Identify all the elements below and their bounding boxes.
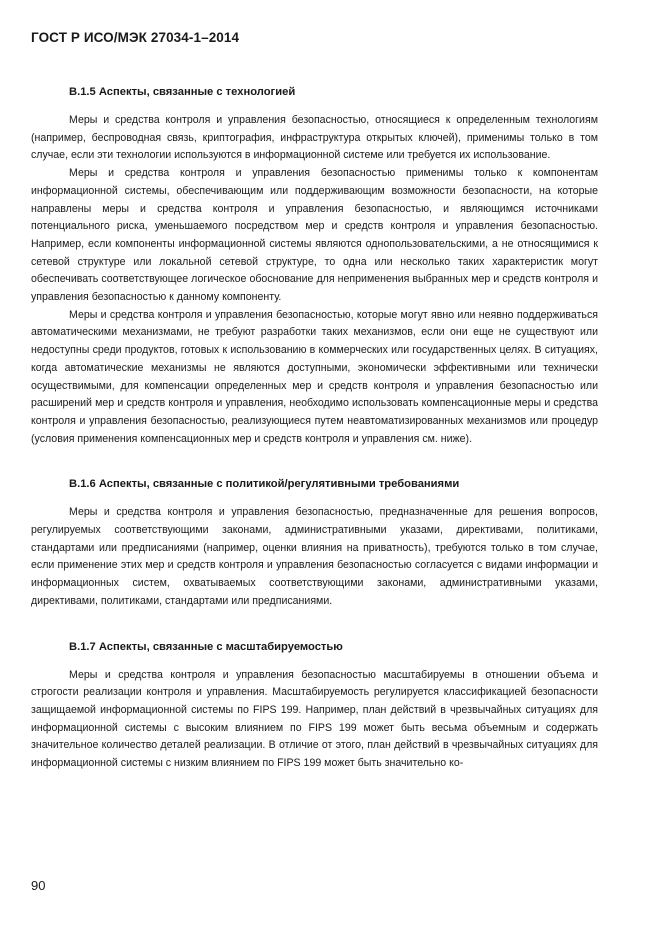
section-heading: B.1.5 Аспекты, связанные с технологией [69, 86, 296, 98]
paragraph: Меры и средства контроля и управления безопасностью применимы только к компонентам информационной системы, обеспечивающим или поддерживающим возможности безопасности, на которые направлены меры и средства контроля и управления безопасностью, и являющимся источниками потенциального риска, уменьшаемого посредством мер и средств контроля и управления безопасностью. Например, если компоненты информационной системы являются однопользовательскими, а не относящимися к сетевой структуре или локальной сетевой структуре, то одна или несколько таких характеристик могут обеспечивать соответствующее логическое обоснование для неприменения выбранных мер и средств контроля и управления безопасностью к данному компоненту. [31, 167, 598, 304]
paragraph: Меры и средства контроля и управления безопасностью, относящиеся к определенным технологиям (например, беспроводная связь, криптография, инфраструктура открытых ключей), применимы только в том случае, если эти технологии используются в информационной системе или требуется их использование. [31, 114, 598, 162]
standard-code-header: ГОСТ Р ИСО/МЭК 27034-1–2014 [31, 30, 240, 45]
section-technology [31, 84, 598, 448]
paragraph: Меры и средства контроля и управления безопасностью масштабируемы в отношении объема и строгости реализации контроля и управления. Масштабируемость регулируется классификацией безопасности защищаемой информационной системы по FIPS 199. Например, план действий в чрезвычайных ситуациях для информационной системы с высоким влиянием по FIPS 199 может быть весьма объемным и содержать значительное количество деталей реализации. В отличие от этого, план действий в чрезвычайных ситуациях для информационной системы с низким влиянием по FIPS 199 может быть значительно ко- [31, 668, 598, 770]
section-heading: B.1.6 Аспекты, связанные с политикой/регулятивными требованиями [69, 478, 460, 491]
page-number: 90 [31, 878, 46, 893]
document-body [31, 84, 598, 773]
section-policy-regulatory [31, 476, 598, 610]
section-heading: B.1.7 Аспекты, связанные с масштабируемостью [69, 640, 343, 653]
paragraph: Меры и средства контроля и управления безопасностью, предназначенные для решения вопросов, регулируемых соответствующими законами, административными указами, директивами, политиками, стандартами или предписаниями (например, оценки влияния на приватность), требуются только в том случае, если применение этих мер и средств контроля и управления безопасностью согласуется с видами информации и информационных систем, охватываемых соответствующими законами, административными указами, директивами, политиками, стандартами или предписаниями. [31, 506, 598, 607]
section-scalability [31, 639, 598, 773]
paragraph: Меры и средства контроля и управления безопасностью, которые могут явно или неявно поддерживаться автоматическими механизмами, не требуют разработки таких механизмов, если они еще не существуют или недоступны среди продуктов, готовых к использованию в коммерческих или государственных целях. В ситуациях, когда автоматические механизмы не являются доступными, экономически эффективными или технически осуществимыми, для компенсации определенных мер и средств контроля и управления безопасностью или расширений мер и средств контроля и управления, необходимо использовать компенсационные меры и средства контроля и управления безопасностью, реализующиеся путем неавтоматизированных механизмов или процедур (условия применения компенсационных мер и средств контроля и управления см. ниже). [31, 308, 598, 445]
